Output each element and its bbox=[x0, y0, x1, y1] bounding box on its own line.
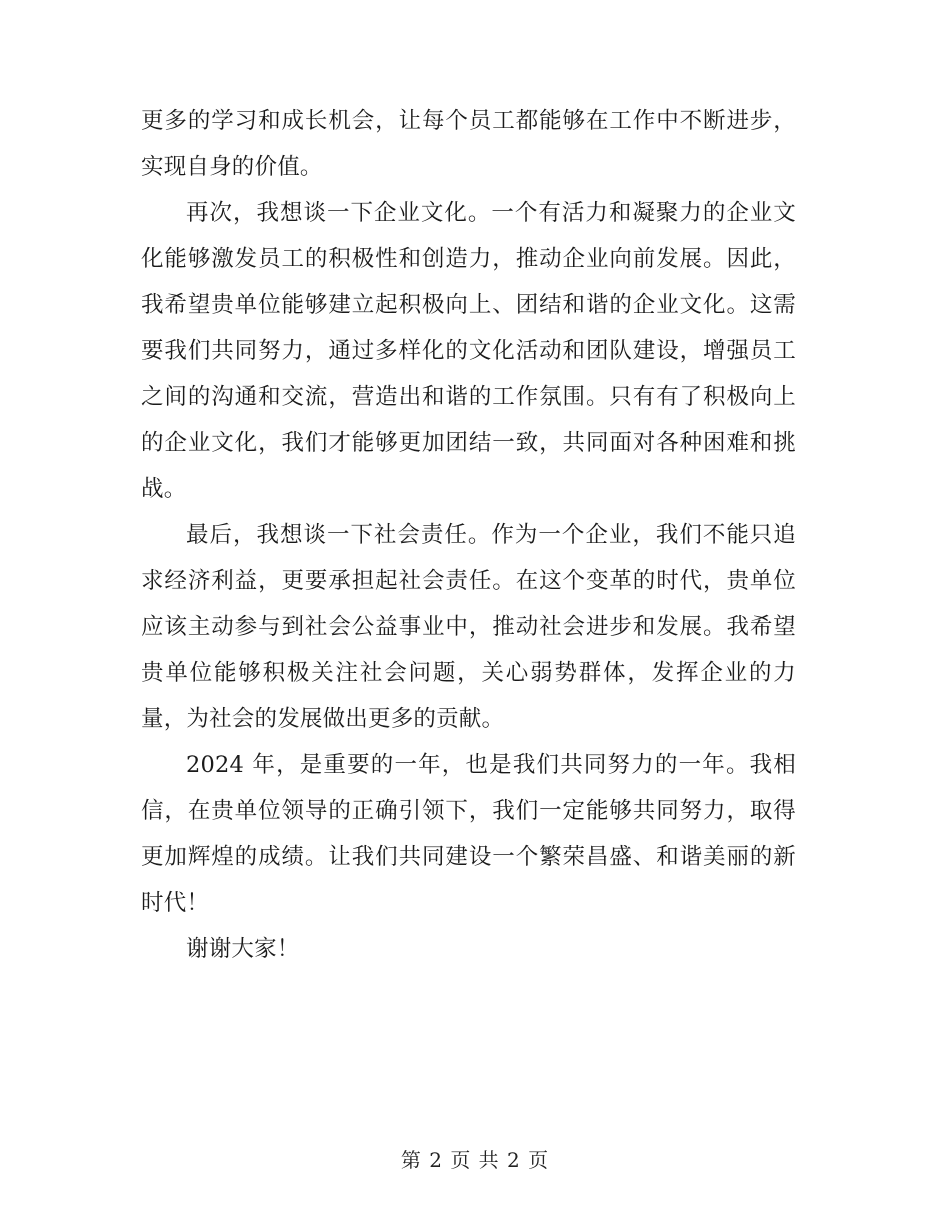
paragraph-social-responsibility: 最后，我想谈一下社会责任。作为一个企业，我们不能只追求经济利益，更要承担起社会责任。在这个变革的时代，贵单位应该主动参与到社会公益事业中，推动社会进步和发展。我希望贵单位能够积极关注社会问题，关心弱势群体，发挥企业的力量，为社会的发展做出更多的贡献。 bbox=[141, 522, 796, 732]
paragraph-continuation: 更多的学习和成长机会，让每个员工都能够在工作中不断进步，实现自身的价值。 bbox=[141, 108, 796, 180]
document-body bbox=[141, 98, 796, 972]
paragraph-2024-outlook: 2024 年，是重要的一年，也是我们共同努力的一年。我相信，在贵单位领导的正确引领下，我们一定能够共同努力，取得更加辉煌的成绩。让我们共同建设一个繁荣昌盛、和谐美丽的新时代！ bbox=[141, 752, 796, 916]
page-number-footer: 第 2 页 共 2 页 bbox=[400, 1148, 550, 1172]
paragraph-corporate-culture: 再次，我想谈一下企业文化。一个有活力和凝聚力的企业文化能够激发员工的积极性和创造力，推动企业向前发展。因此，我希望贵单位能够建立起积极向上、团结和谐的企业文化。这需要我们共同努力，通过多样化的文化活动和团队建设，增强员工之间的沟通和交流，营造出和谐的工作氛围。只有有了积极向上的企业文化，我们才能够更加团结一致，共同面对各种困难和挑战。 bbox=[141, 200, 796, 502]
paragraph-closing-thanks: 谢谢大家！ bbox=[186, 936, 300, 962]
